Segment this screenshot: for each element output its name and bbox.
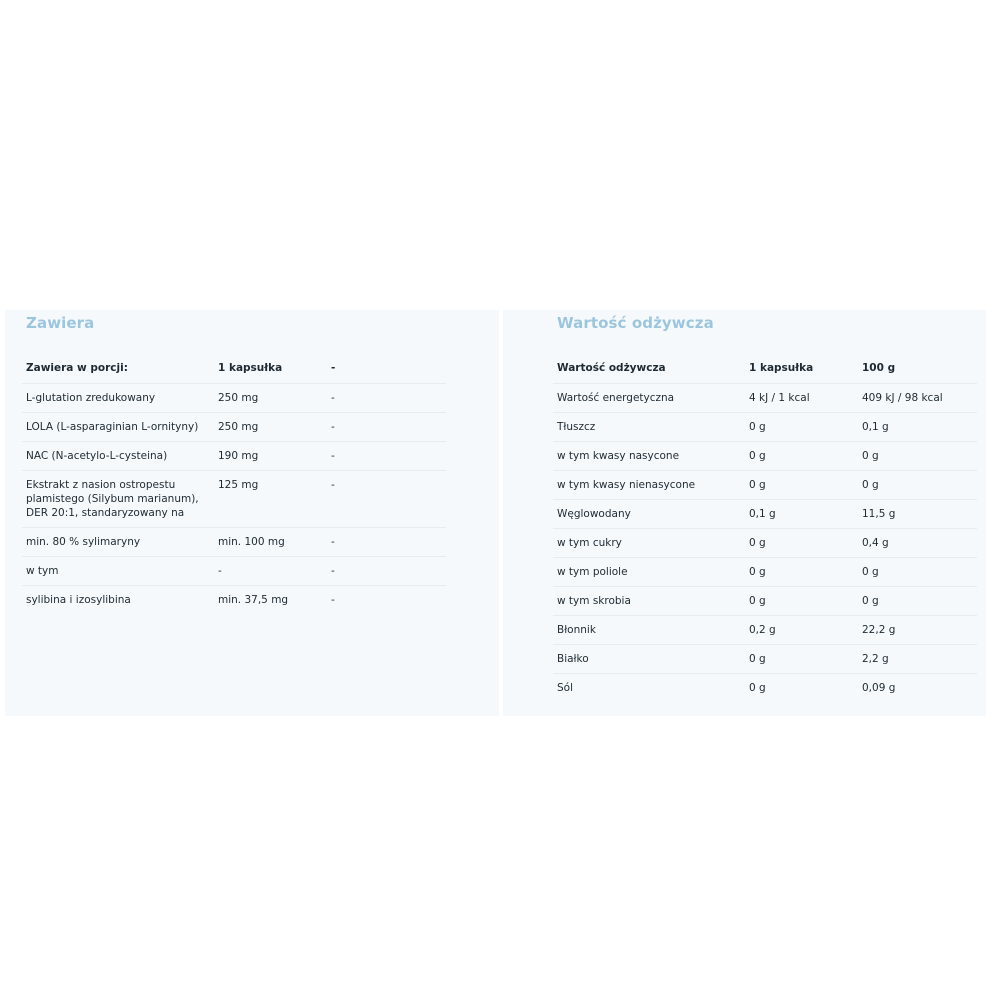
nutrition-cell: 0 g: [745, 586, 858, 615]
nutrition-cell: w tym kwasy nienasycone: [553, 470, 745, 499]
contains-cell: sylibina i izosylibina: [26, 593, 131, 606]
contains-cell: -: [327, 470, 446, 527]
nutrition-panel: [503, 310, 986, 716]
nutrition-cell: 0 g: [749, 681, 766, 694]
contains-cell: 250 mg: [214, 383, 327, 412]
contains-cell: -: [327, 383, 446, 412]
contains-table: [22, 354, 446, 614]
nutrition-cell: Błonnik: [553, 615, 745, 644]
nutrition-cell: 22,2 g: [858, 615, 977, 644]
nutrition-cell: 0 g: [745, 470, 858, 499]
nutrition-cell: 0,1 g: [745, 499, 858, 528]
nutrition-cell: w tym skrobia: [553, 586, 745, 615]
nutrition-cell: w tym poliole: [553, 557, 745, 586]
contains-row: [22, 470, 446, 527]
nutrition-cell: Tłuszcz: [553, 412, 745, 441]
contains-cell: -: [214, 556, 327, 585]
contains-cell: 250 mg: [214, 412, 327, 441]
nutrition-row: [553, 528, 977, 557]
contains-cell: -: [327, 412, 446, 441]
nutrition-cell: 2,2 g: [858, 644, 977, 673]
contains-cell: 125 mg: [214, 470, 327, 527]
nutrition-cell: w tym kwasy nasycone: [553, 441, 745, 470]
nutrition-header-row: [553, 354, 977, 383]
nutrition-row: [553, 673, 977, 702]
nutrition-cell: Węglowodany: [553, 499, 745, 528]
contains-cell: min. 80 % sylimaryny: [22, 527, 214, 556]
contains-row: [22, 527, 446, 556]
nutrition-row: [553, 557, 977, 586]
contains-cell: NAC (N-acetylo-L-cysteina): [22, 441, 214, 470]
contains-header-cell: 1 kapsułka: [214, 354, 327, 383]
nutrition-cell: 4 kJ / 1 kcal: [745, 383, 858, 412]
nutrition-cell: 0 g: [858, 441, 977, 470]
contains-row: [22, 556, 446, 585]
contains-row: [22, 441, 446, 470]
nutrition-row: [553, 470, 977, 499]
nutrition-cell: Białko: [553, 644, 745, 673]
nutrition-row: [553, 383, 977, 412]
nutrition-row: [553, 412, 977, 441]
contains-cell: -: [331, 593, 335, 606]
nutrition-cell: 0 g: [858, 586, 977, 615]
nutrition-cell: 0,1 g: [858, 412, 977, 441]
contains-cell: 190 mg: [214, 441, 327, 470]
contains-header-cell: Zawiera w porcji:: [22, 354, 214, 383]
contains-cell: min. 100 mg: [214, 527, 327, 556]
contains-cell: -: [327, 527, 446, 556]
nutrition-cell: 0 g: [745, 557, 858, 586]
contains-row: [22, 412, 446, 441]
contains-cell: min. 37,5 mg: [218, 593, 289, 606]
nutrition-row: [553, 499, 977, 528]
nutrition-cell: w tym cukry: [553, 528, 745, 557]
contains-cell: -: [327, 556, 446, 585]
nutrition-row: [553, 441, 977, 470]
nutrition-row: [553, 615, 977, 644]
nutrition-row: [553, 586, 977, 615]
nutrition-cell: 0 g: [745, 412, 858, 441]
contains-cell: -: [327, 441, 446, 470]
nutrition-cell: 0 g: [858, 557, 977, 586]
nutrition-cell: Sól: [557, 681, 574, 694]
nutrition-cell: 409 kJ / 98 kcal: [858, 383, 977, 412]
nutrition-cell: 0,09 g: [862, 681, 896, 694]
nutrition-cell: 0,2 g: [745, 615, 858, 644]
nutrition-cell: 11,5 g: [858, 499, 977, 528]
nutrition-row: [553, 644, 977, 673]
contains-header-cell: -: [327, 354, 446, 383]
contains-panel: [5, 310, 499, 716]
nutrition-cell: Wartość energetyczna: [553, 383, 745, 412]
nutrition-title: Wartość odżywcza: [557, 314, 714, 332]
contains-title: Zawiera: [26, 314, 95, 332]
contains-cell: w tym: [22, 556, 214, 585]
nutrition-cell: 0 g: [745, 644, 858, 673]
nutrition-table: [553, 354, 977, 702]
nutrition-header-cell: Wartość odżywcza: [553, 354, 745, 383]
nutrition-header-cell: 1 kapsułka: [745, 354, 858, 383]
nutrition-cell: 0 g: [858, 470, 977, 499]
nutrition-cell: 0,4 g: [858, 528, 977, 557]
contains-cell: L-glutation zredukowany: [22, 383, 214, 412]
contains-header-row: [22, 354, 446, 383]
contains-cell: Ekstrakt z nasion ostropestu plamistego (Silybum marianum), DER 20:1, standaryzowany na: [22, 470, 214, 527]
contains-row: [22, 383, 446, 412]
nutrition-header-cell: 100 g: [858, 354, 977, 383]
nutrition-cell: 0 g: [745, 441, 858, 470]
contains-row: [22, 585, 446, 614]
nutrition-cell: 0 g: [745, 528, 858, 557]
contains-cell: LOLA (L-asparaginian L-ornityny): [22, 412, 214, 441]
